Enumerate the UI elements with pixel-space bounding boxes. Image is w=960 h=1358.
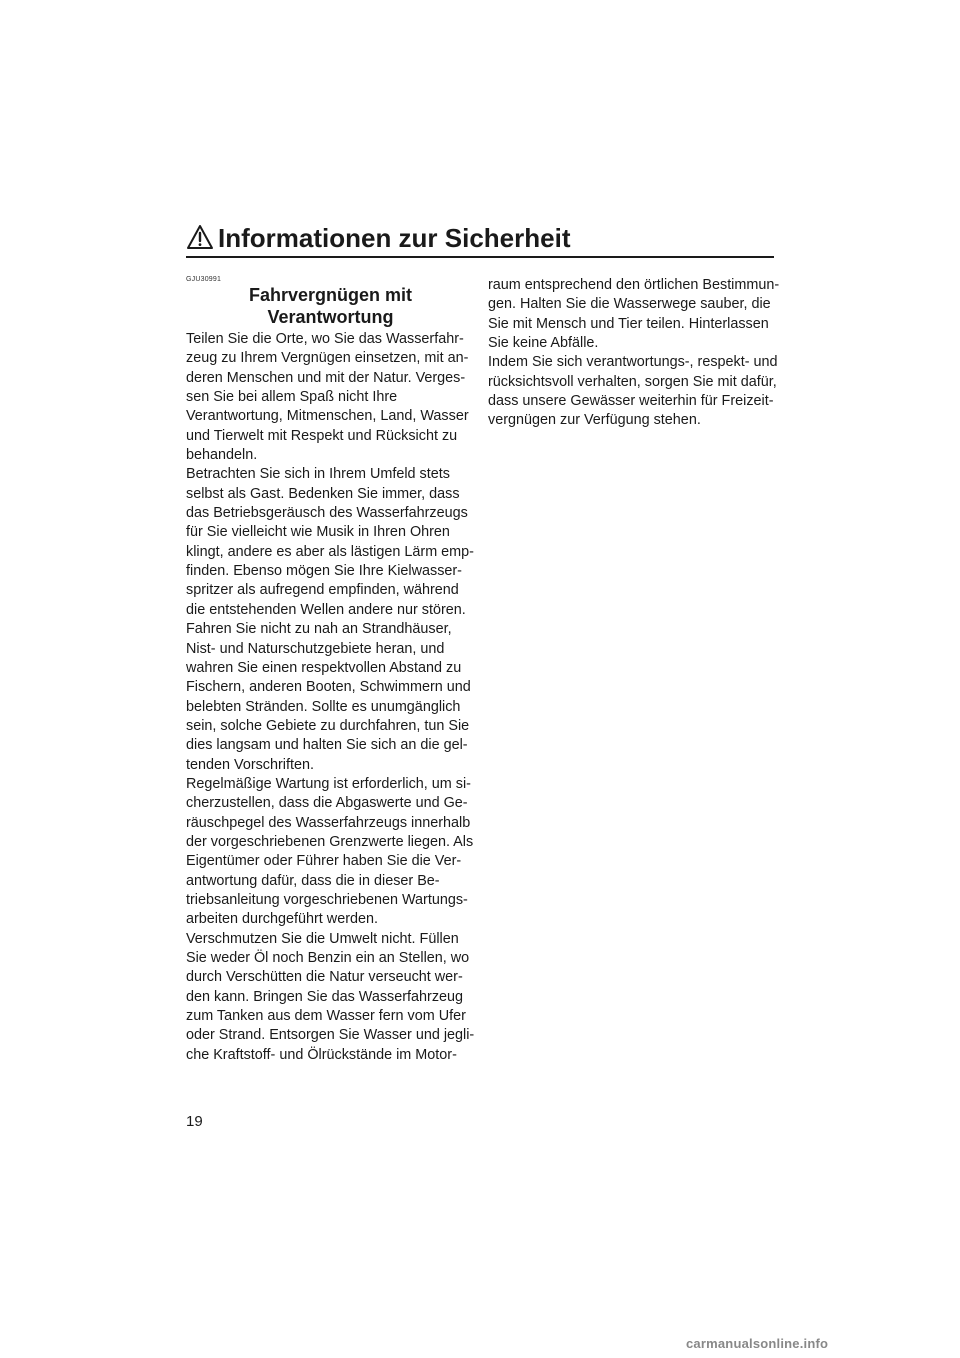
page-number: 19 [186, 1113, 203, 1130]
section-heading [186, 284, 469, 328]
paragraph [186, 330, 469, 465]
text-line: für Sie vielleicht wie Musik in Ihren Ohren [186, 524, 450, 541]
text-line: Sie keine Abfälle. [488, 335, 599, 352]
page-header [186, 222, 774, 258]
text-line: durch Verschütten die Natur verseucht wer- [186, 969, 463, 986]
page-title: Informationen zur Sicherheit [218, 223, 571, 253]
text-line: Fischern, anderen Booten, Schwimmern und [186, 679, 471, 696]
text-line: und Tierwelt mit Respekt und Rücksicht zu [186, 427, 458, 444]
text-line: Regelmäßige Wartung ist erforderlich, um si- [186, 775, 471, 792]
text-line: raum entsprechend den örtlichen Bestimmun- [488, 277, 780, 293]
text-line: Verantwortung, Mitmenschen, Land, Wasser [186, 408, 469, 425]
text-line: sen Sie bei allem Spaß nicht Ihre [186, 389, 398, 406]
text-line: Sie weder Öl noch Benzin ein an Stellen, wo [186, 950, 470, 966]
text-line: arbeiten durchgeführt werden. [186, 911, 378, 928]
text-line: antwortung dafür, dass die in dieser Be- [186, 872, 440, 889]
paragraph [186, 930, 475, 1065]
text-line: cherzustellen, dass die Abgaswerte und Ge- [186, 795, 468, 812]
text-line: Indem Sie sich verantwortungs-, respekt- und [488, 354, 778, 371]
text-line: Eigentümer oder Führer haben Sie die Ver- [186, 853, 462, 870]
text-line: oder Strand. Entsorgen Sie Wasser und jegli- [186, 1027, 475, 1044]
section-heading-line: Fahrvergnügen mit [248, 285, 413, 305]
paragraph [488, 353, 778, 430]
text-line: deren Menschen und mit der Natur. Verges- [186, 369, 466, 386]
text-line: che Kraftstoff- und Ölrückstände im Motor- [186, 1046, 457, 1063]
text-line: dass unsere Gewässer weiterhin für Freizeit- [488, 393, 774, 410]
paragraph [186, 775, 474, 930]
text-line: der vorgeschriebenen Grenzwerte liegen. Als [186, 833, 474, 850]
text-line: sein, solche Gebiete zu durchfahren, tun Sie [186, 717, 470, 734]
warning-triangle-icon [186, 224, 214, 250]
text-line: Sie mit Mensch und Tier teilen. Hinterlassen [488, 315, 769, 332]
text-line: zeug zu Ihrem Vergnügen einsetzen, mit an- [186, 350, 469, 367]
text-line: wahren Sie einen respektvollen Abstand zu [186, 659, 462, 676]
text-line: Verschmutzen Sie die Umwelt nicht. Füllen [186, 930, 459, 947]
section-heading-line: Verantwortung [267, 307, 394, 327]
text-line: tenden Vorschriften. [186, 756, 314, 773]
text-line: belebten Stränden. Sollte es unumgänglich [186, 698, 461, 715]
left-column [186, 276, 475, 1065]
section-code: GJU30991 [186, 276, 222, 283]
text-line: die entstehenden Wellen andere nur stören. [186, 601, 466, 618]
text-line: das Betriebsgeräusch des Wasserfahrzeugs [186, 505, 468, 522]
text-line: gen. Halten Sie die Wasserwege sauber, die [488, 296, 771, 313]
watermark: carmanualsonline.info [686, 1336, 829, 1351]
text-line: rücksichtsvoll verhalten, sorgen Sie mit dafür, [488, 373, 777, 390]
text-line: räuschpegel des Wasserfahrzeugs innerhalb [186, 814, 471, 831]
text-line: Teilen Sie die Orte, wo Sie das Wasserfahr- [186, 331, 464, 347]
text-line: spritzer als aufregend empfinden, während [186, 582, 459, 599]
text-line: dies langsam und halten Sie sich an die gel- [186, 737, 468, 754]
text-line: behandeln. [186, 447, 258, 464]
text-line: zum Tanken aus dem Wasser fern vom Ufer [186, 1008, 466, 1025]
text-line: den kann. Bringen Sie das Wasserfahrzeug [186, 988, 464, 1005]
text-line: Fahren Sie nicht zu nah an Strandhäuser, [186, 621, 452, 638]
text-line: finden. Ebenso mögen Sie Ihre Kielwasser- [186, 563, 462, 580]
text-line: vergnügen zur Verfügung stehen. [488, 412, 701, 429]
text-line: selbst als Gast. Bedenken Sie immer, dass [186, 485, 460, 502]
paragraph [488, 276, 780, 353]
text-line: triebsanleitung vorgeschriebenen Wartungs- [186, 891, 468, 908]
paragraph [186, 465, 474, 775]
text-line: klingt, andere es aber als lästigen Lärm emp- [186, 543, 474, 560]
text-line: Betrachten Sie sich in Ihrem Umfeld stets [186, 466, 450, 483]
right-column [488, 276, 780, 431]
text-line: Nist- und Naturschutzgebiete heran, und [186, 640, 445, 657]
